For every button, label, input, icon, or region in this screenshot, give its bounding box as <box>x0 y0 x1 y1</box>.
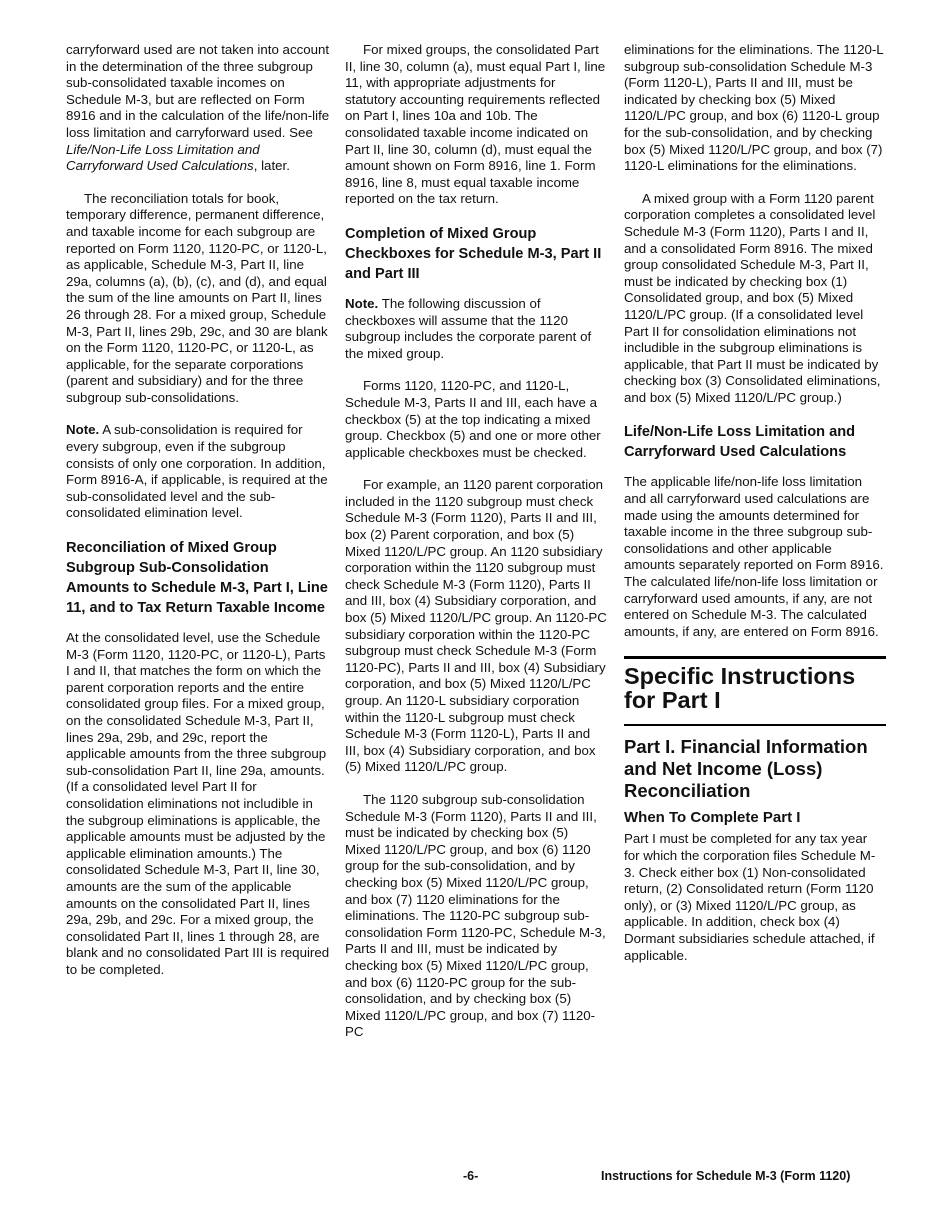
paragraph: The applicable life/non-life loss limitation and all carryforward used calculations are made using the amounts determined for taxable income in the three subgroup sub-consolidations and other applicable amounts separately reported on Form 8916. The calculated life/non-life loss limitation or carryforward used amounts, if any, are not entered on Schedule M-3. The calculated amounts, if any, are entered on Form 8916. <box>624 474 884 639</box>
paragraph: At the consolidated level, use the Schedule M-3 (Form 1120, 1120-PC, or 1120-L), Parts I and II, that matches the form on which the parent corporation reports and the entire consolidated group files. For a mixed group, on the consolidated Schedule M-3, Part II, lines 29a, 29b, and 29c, report the applicable amounts from the three subgroup sub-consolidation Part II, line 29a, amounts. (If a consolidated level Part II for consolidation eliminations not includible in the subgroup eliminations is applicable, the applicable amounts must be adjusted by the applicable elimination amounts.) The consolidated Schedule M-3, Part II, line 30, amounts are the sum of the applicable amounts on the consolidated Part II, lines 29a, 29b, and 29c. For a mixed group, the consolidated Part II, lines 1 through 28, are blank and no consolidated Part III is required to be completed. <box>66 630 330 977</box>
section-title: Specific Instructions for Part I <box>624 663 856 714</box>
section-divider <box>624 656 886 659</box>
paragraph: eliminations for the eliminations. The 1120-L subgroup sub-consolidation Schedule M-3 (Form 1120-L), Parts II and III, must be indicated by checking box (5) Mixed 1120/L/PC group, and box (6) 1120-L group for the sub-consolidation, and by checking box (5) Mixed 1120/L/PC group, and box (7) 1120-L eliminations for the eliminations. <box>624 42 884 174</box>
paragraph: Part I must be completed for any tax year for which the corporation files Schedule M-3. Check either box (1) Non-consolidated return, (2) Consolidated return (Form 1120 only), or (3) Mixed 1120/L/PC group, as applicable. In addition, check box (4) Dormant subsidiaries schedule attached, if applicable. <box>624 831 876 963</box>
cross-reference: Life/Non-Life Loss Limitation and Carryforward Used Calculations <box>66 141 260 174</box>
note: Note. A sub-consolidation is required for every subgroup, even if the subgroup consists of only one corporation. In addition, Form 8916-A, if applicable, is required at the sub-consolidated level and the sub-consolidated elimination level. <box>66 422 328 521</box>
part-title: Part I. Financial Information and Net Income (Loss) Reconciliation <box>624 736 868 802</box>
page-number: -6- <box>463 1169 479 1183</box>
note-label: Note. <box>66 422 100 438</box>
paragraph: Forms 1120, 1120-PC, and 1120-L, Schedule M-3, Parts II and III, each have a checkbox (5) at the top indicating a mixed group. Checkbox (5) and one or more other applicable checkboxes must be checked. <box>345 378 601 460</box>
subheading: When To Complete Part I <box>624 809 801 827</box>
paragraph: For mixed groups, the consolidated Part II, line 30, column (a), must equal Part I, line 11, with appropriate adjustments for statutory accounting requirements reflected on Part I, lines 10a and 10b. The consolidated taxable income indicated on Part II, line 30, column (d), must equal the amount shown on Form 8916, line 1. Form 8916, line 8, must equal taxable income reported on the tax return. <box>345 42 606 207</box>
column-1 <box>66 42 330 995</box>
paragraph: The 1120 subgroup sub-consolidation Schedule M-3 (Form 1120), Parts II and III, must be indicated by checking box (5) Mixed 1120/L/PC group, and box (6) 1120 group for the sub-consolidation, and by checking box (5) Mixed 1120/L/PC group, and box (7) 1120 eliminations for the eliminations. The 1120-PC subgroup sub-consolidation Form 1120-PC, Schedule M-3, Parts II and III, must be indicated by checking box (5) Mixed 1120/L/PC group, and box (6) 1120-PC group for the sub-consolidation, and by checking box (5) Mixed 1120/L/PC group, and box (7) 1120-PC <box>345 791 606 1040</box>
paragraph: For example, an 1120 parent corporation included in the 1120 subgroup must check Schedule M-3 (Form 1120), Parts II and III, box (2) Parent corporation, and box (5) Mixed 1120/L/PC group. An 1120 subsidiary corporation within the 1120 subgroup must check Schedule M-3 (Form 1120), Parts II and III, box (4) Subsidiary corporation, and box (5) Mixed 1120/L/PC group. An 1120-PC subsidiary corporation within the 1120-PC subgroup must check Schedule M-3 (Form 1120-PC), Parts II and III, box (4) Subsidiary corporation, and box (5) Mixed 1120/L/PC group. An 1120-L subsidiary corporation within the 1120-L subgroup must check Schedule M-3 (Form 1120-L), Parts II and III, box (4) Subsidiary corporation, and box (5) Mixed 1120/L/PC group. <box>345 477 607 775</box>
divider <box>624 724 886 726</box>
footer-title: Instructions for Schedule M-3 (Form 1120) <box>601 1169 851 1183</box>
section-heading: Reconciliation of Mixed Group Subgroup Sub-Consolidation Amounts to Schedule M-3, Part I, Line 11, and to Tax Return Taxable Income <box>66 540 328 617</box>
column-3 <box>624 42 886 980</box>
paragraph: carryforward used are not taken into account in the determination of the three subgroup sub-consolidated taxable incomes on Schedule M-3, but are reflected on Form 8916 and in the calculation of the life/non-life loss limitation and carryforward used. See Life/Non-Life Loss Limitation and Carryforward Used Calculations, later. <box>66 42 330 174</box>
paragraph: The reconciliation totals for book, temporary difference, permanent difference, and taxable income for each subgroup are reported on Form 1120, 1120-PC, or 1120-L, as applicable, Schedule M-3, Part II, line 29a, columns (a), (b), (c), and (d), and equal the sum of the line amounts on Part II, lines 26 through 28. For a mixed group, Schedule M-3, Part II, lines 29b, 29c, and 30 are blank on the Form 1120, 1120-PC, or 1120-L, as applicable, for the separate corporations (parent and subsidiary) and for the three subgroup sub-consolidations. <box>66 190 328 405</box>
note: Note. The following discussion of checkboxes will assume that the 1120 subgroup includes the corporate parent of the mixed group. <box>345 295 592 361</box>
section-heading: Completion of Mixed Group Checkboxes for Schedule M-3, Part II and Part III <box>345 225 602 282</box>
note-label: Note. <box>345 295 379 311</box>
column-2 <box>345 42 607 1057</box>
paragraph: A mixed group with a Form 1120 parent corporation completes a consolidated level Schedule M-3 (Form 1120), Parts I and II, and a consolidated Form 8916. The mixed group consolidated Schedule M-3, Part II, must be indicated by checking box (1) Consolidated group, and box (5) Mixed 1120/L/PC group. (If a consolidated level Part II for consolidation eliminations not includible in the subgroup eliminations is applicable, that Part II must be indicated by checking box (3) Consolidated eliminations, and box (5) Mixed 1120/L/PC group.) <box>624 190 881 405</box>
section-heading: Life/Non-Life Loss Limitation and Carryforward Used Calculations <box>624 424 856 461</box>
